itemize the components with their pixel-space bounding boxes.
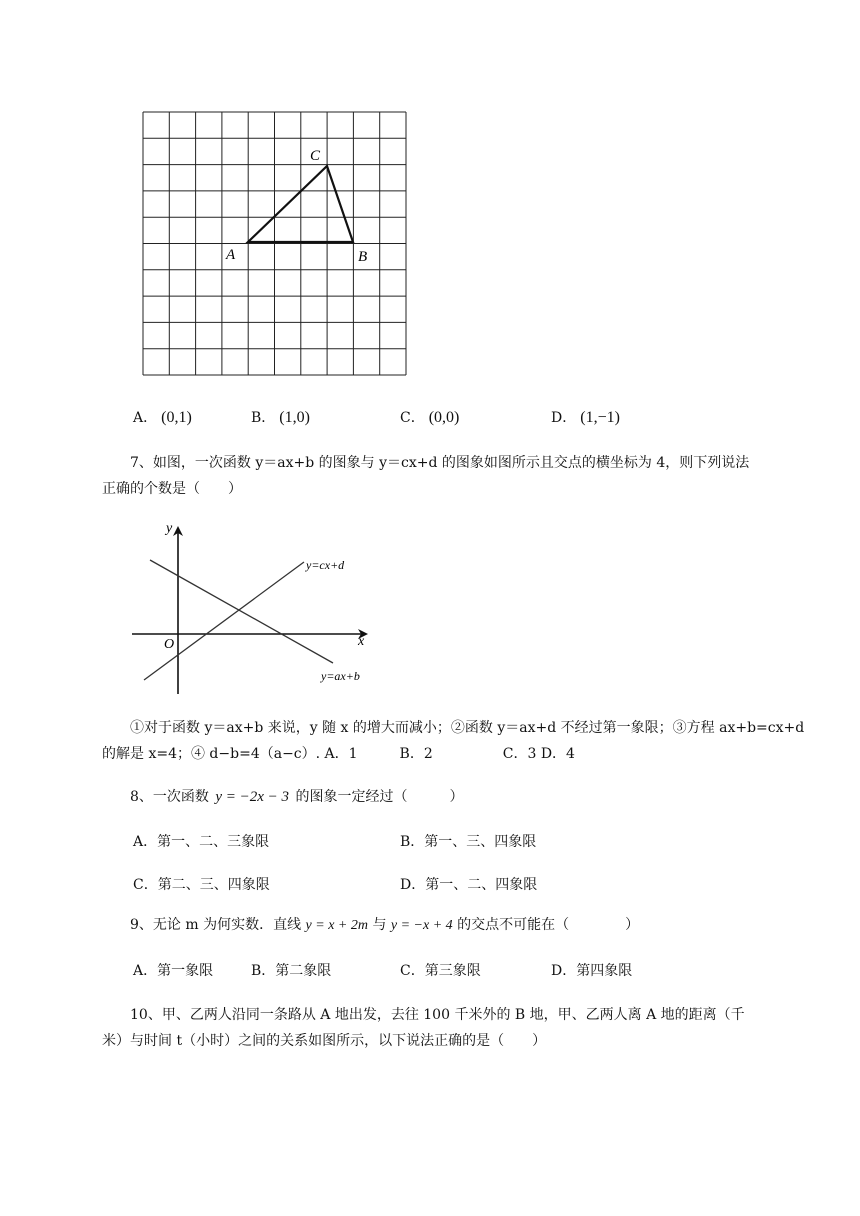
q9-option-d[interactable]: D．第四象限: [551, 963, 633, 979]
grid-lines: [143, 112, 406, 375]
q6-option-d[interactable]: [551, 407, 620, 427]
x-axis-label: x: [358, 634, 365, 649]
line-cx-plus-d: [144, 562, 304, 680]
q7-stem-line1: 7、如图，一次函数 y＝ax+b 的图象与 y＝cx+d 的图象如图所示且交点的横坐标为 4，则下列说法: [130, 455, 750, 471]
option-value: (0,0): [428, 409, 460, 426]
q7-statements-line2: 的解是 x=4；④ d−b=4（a−c）. A．1 B．2 C．3 D．4: [102, 746, 575, 762]
q8-option-d[interactable]: D．第一、二、四象限: [400, 877, 538, 893]
q9-option-b[interactable]: B．第二象限: [251, 963, 332, 979]
q9-option-a[interactable]: A．第一象限: [133, 963, 214, 979]
vertex-label-a: A: [226, 247, 236, 263]
q8-stem-suffix: 的图象一定经过（ ）: [295, 789, 464, 805]
q6-option-b[interactable]: [251, 407, 310, 427]
option-letter: B．: [251, 410, 276, 426]
q8-stem-prefix: 8、一次函数: [130, 789, 209, 805]
q9-stem-suffix: 的交点不可能在（ ）: [457, 917, 640, 933]
line-cx-plus-d-label: y=cx+d: [306, 558, 345, 572]
origin-label: O: [164, 637, 175, 652]
q8-equation: y = −2x − 3: [215, 789, 290, 805]
q7-statements-line1: ①对于函数 y＝ax+b 来说，y 随 x 的增大而减小；②函数 y＝ax+d 不经过第一象限；③方程 ax+b=cx+d: [130, 720, 805, 736]
option-value: (1,0): [279, 409, 310, 426]
option-letter: C．: [400, 410, 425, 426]
triangle-grid-figure: [130, 100, 430, 385]
q8-option-c[interactable]: C．第二、三、四象限: [133, 877, 270, 893]
q9-equation-1: y = x + 2m: [305, 918, 368, 933]
q6-option-a[interactable]: [133, 407, 192, 427]
q10-stem-line2: 米）与时间 t（小时）之间的关系如图所示，以下说法正确的是（ ）: [102, 1033, 547, 1049]
q9-stem: [130, 912, 639, 939]
q8-option-a[interactable]: A．第一、二、三象限: [133, 834, 270, 850]
linear-functions-figure: [128, 518, 378, 698]
q8-option-b[interactable]: B．第一、三、四象限: [400, 834, 537, 850]
vertex-label-b: B: [358, 249, 368, 265]
vertex-label-c: C: [310, 148, 321, 164]
option-letter: A．: [133, 410, 158, 426]
y-axis-label: y: [166, 521, 173, 536]
q9-stem-prefix: 9、无论 m 为何实数．直线: [130, 917, 302, 933]
line-ax-plus-b-label: y=ax+b: [321, 669, 360, 683]
q10-stem-line1: 10、甲、乙两人沿同一条路从 A 地出发，去往 100 千米外的 B 地，甲、乙两人离 A 地的距离（千: [130, 1007, 745, 1023]
q8-stem: [130, 784, 464, 810]
option-value: (0,1): [161, 409, 192, 426]
q9-option-c[interactable]: C．第三象限: [400, 963, 481, 979]
q6-option-c[interactable]: [400, 407, 459, 427]
option-letter: D．: [551, 410, 577, 426]
q9-equation-2: y = −x + 4: [390, 918, 453, 933]
option-value: (1,−1): [580, 409, 620, 426]
q9-connector: 与: [372, 917, 387, 933]
q7-stem-line2: 正确的个数是（ ）: [102, 481, 242, 497]
